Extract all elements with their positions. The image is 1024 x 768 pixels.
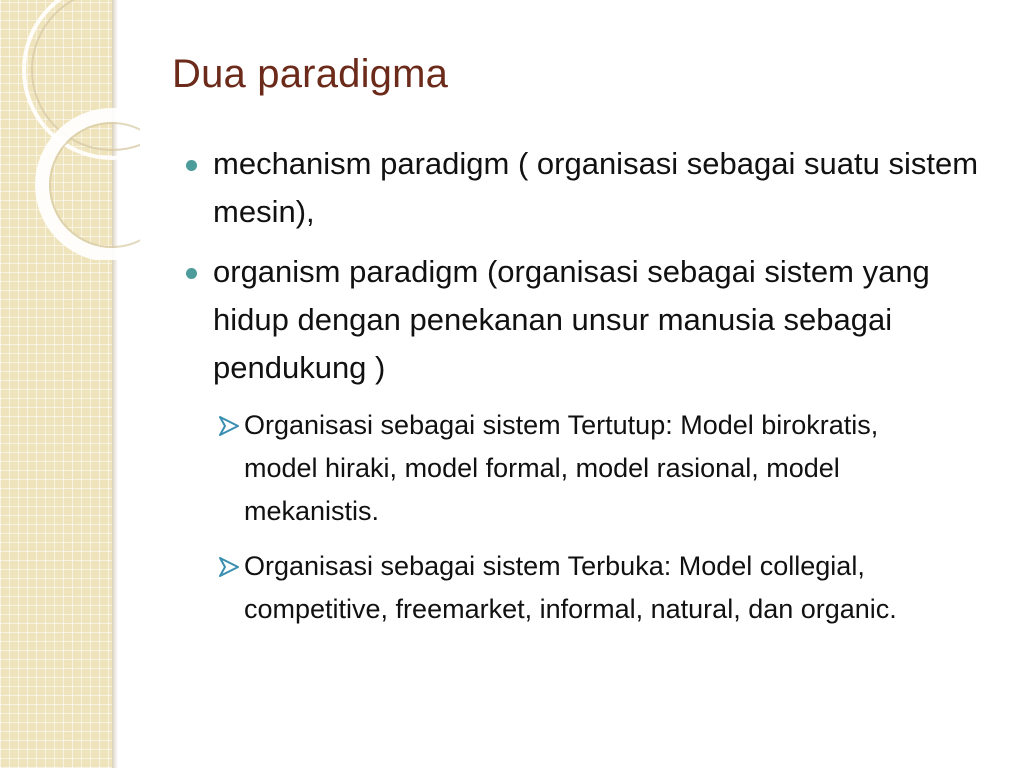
bullet-dot-icon <box>186 160 197 171</box>
sub-bullet-item <box>218 404 958 533</box>
decorative-rings-icon <box>0 0 140 260</box>
sub-bullet-group <box>180 404 980 631</box>
bullet-item <box>180 248 980 392</box>
sub-bullet-item <box>218 545 958 631</box>
bullet-list <box>180 140 980 643</box>
sub-bullet-list <box>218 404 958 631</box>
arrow-bullet-icon <box>218 557 240 577</box>
slide-title: Dua paradigma <box>172 52 449 96</box>
arrow-bullet-icon <box>218 416 240 436</box>
sub-bullet-text: Organisasi sebagai sistem Tertutup: Model birokratis, model hiraki, model formal, model rasional, model mekanistis. <box>244 410 879 526</box>
sub-bullet-text: Organisasi sebagai sistem Terbuka: Model collegial, competitive, freemarket, informal, natural, dan organic. <box>244 551 897 624</box>
bullet-dot-icon <box>186 268 197 279</box>
bullet-item <box>180 140 980 236</box>
bullet-text: organism paradigm (organisasi sebagai sistem yang hidup dengan penekanan unsur manusia sebagai pendukung ) <box>213 254 930 385</box>
bullet-text: mechanism paradigm ( organisasi sebagai suatu sistem mesin), <box>213 146 979 229</box>
